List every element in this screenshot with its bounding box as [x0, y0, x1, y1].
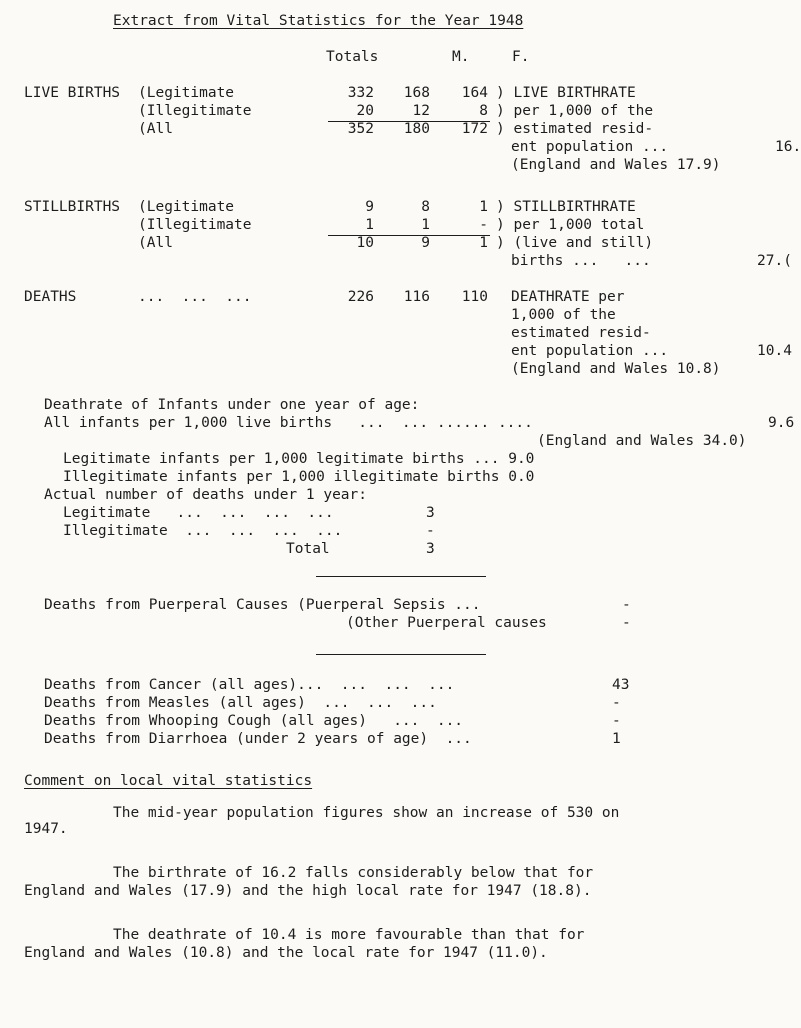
other-death-label: Deaths from Whooping Cough (all ages) ... ... [44, 713, 464, 729]
header-totals: Totals [326, 49, 379, 65]
rate-text: DEATHRATE per [511, 289, 625, 305]
puerperal-line: (Other Puerperal causes [346, 615, 547, 631]
rate-value: 10.4 [757, 343, 792, 359]
header-female: F. [512, 49, 530, 65]
infants-all-line: All infants per 1,000 live births ... ... ...... .... [44, 415, 533, 431]
cell-total: 9 [365, 199, 374, 215]
infants-total-label: Total [286, 541, 330, 557]
other-death-label: Deaths from Diarrhoea (under 2 years of age) ... [44, 731, 472, 747]
comment-text: 1947. [24, 821, 68, 837]
infants-legit-line: Legitimate infants per 1,000 legitimate births ... 9.0 [63, 451, 535, 467]
infants-heading: Deathrate of Infants under one year of age: [44, 397, 420, 413]
cell-female: 1 [479, 235, 488, 251]
infants-illegit-count: - [426, 523, 435, 539]
cell-total: 10 [356, 235, 374, 251]
rate-text: ent population ... [511, 139, 669, 155]
row-label: (Legitimate [138, 85, 235, 101]
infants-england-line: (England and Wales 34.0) [537, 433, 747, 449]
rate-text: ) STILLBIRTHRATE [496, 199, 636, 215]
other-death-value: 43 [612, 677, 630, 693]
live-births-label: LIVE BIRTHS [24, 85, 121, 101]
section-divider [316, 654, 486, 655]
comment-text: The mid-year population figures show an increase of 530 on [113, 805, 620, 821]
infants-illegit-line: Illegitimate infants per 1,000 illegitimate births 0.0 [63, 469, 535, 485]
cell-total: 332 [347, 85, 374, 101]
cell-total: 20 [356, 103, 374, 119]
infants-legit-count: 3 [426, 505, 435, 521]
rate-text: ) LIVE BIRTHRATE [496, 85, 636, 101]
other-death-value: - [612, 695, 621, 711]
rate-text: ent population ... [511, 343, 669, 359]
rate-text: ) (live and still) [496, 235, 654, 251]
rate-value: 27.( [757, 253, 792, 269]
row-label: (All [138, 235, 173, 251]
row-label: (Illegitimate [138, 103, 252, 119]
row-label: (Legitimate [138, 199, 235, 215]
cell-female: 8 [479, 103, 488, 119]
cell-female: 164 [461, 85, 488, 101]
infants-actual-line: Actual number of deaths under 1 year: [44, 487, 368, 503]
cell-total: 352 [347, 121, 374, 137]
other-death-label: Deaths from Measles (all ages) ... ... ... [44, 695, 437, 711]
rate-text: (England and Wales 17.9) [511, 157, 721, 173]
cell-male: 9 [421, 235, 430, 251]
comment-text: England and Wales (10.8) and the local rate for 1947 (11.0). [24, 945, 548, 961]
infants-all-value: 9.6 [768, 415, 795, 431]
puerperal-value: - [622, 597, 631, 613]
cell-male: 12 [412, 103, 430, 119]
cell-male: 1 [421, 217, 430, 233]
cell-total: 1 [365, 217, 374, 233]
cell-female: 1 [479, 199, 488, 215]
rate-text: 1,000 of the [511, 307, 616, 323]
cell-male: 8 [421, 199, 430, 215]
infants-illegit-count-label: Illegitimate ... ... ... ... [63, 523, 343, 539]
comment-text: England and Wales (17.9) and the high local rate for 1947 (18.8). [24, 883, 592, 899]
rate-text: estimated resid- [511, 325, 651, 341]
rate-value: 16. [775, 139, 801, 155]
comment-heading: Comment on local vital statistics [24, 773, 313, 789]
row-label: (Illegitimate [138, 217, 252, 233]
deaths-label: DEATHS [24, 289, 77, 305]
rate-text: ) per 1,000 of the [496, 103, 654, 119]
infants-legit-count-label: Legitimate ... ... ... ... [63, 505, 334, 521]
rate-text: ) estimated resid- [496, 121, 654, 137]
cell-female: 110 [461, 289, 488, 305]
infants-total-count: 3 [426, 541, 435, 557]
cell-total: 226 [347, 289, 374, 305]
cell-female: 172 [461, 121, 488, 137]
other-death-label: Deaths from Cancer (all ages)... ... ... ... [44, 677, 455, 693]
header-male: M. [452, 49, 470, 65]
other-death-value: 1 [612, 731, 621, 747]
comment-text: The birthrate of 16.2 falls considerably below that for [113, 865, 594, 881]
rate-text: ) per 1,000 total [496, 217, 645, 233]
row-label: (All [138, 121, 173, 137]
puerperal-line: Deaths from Puerperal Causes (Puerperal Sepsis ... [44, 597, 481, 613]
stillbirths-label: STILLBIRTHS [24, 199, 121, 215]
cell-female: - [479, 217, 488, 233]
cell-male: 180 [403, 121, 430, 137]
section-divider [316, 576, 486, 577]
cell-male: 168 [403, 85, 430, 101]
other-death-value: - [612, 713, 621, 729]
page-title: Extract from Vital Statistics for the Year 1948 [113, 13, 524, 29]
rate-text: births ... ... [511, 253, 651, 269]
cell-male: 116 [403, 289, 430, 305]
comment-text: The deathrate of 10.4 is more favourable than that for [113, 927, 585, 943]
puerperal-value: - [622, 615, 631, 631]
rate-text: (England and Wales 10.8) [511, 361, 721, 377]
leader-dots: ... ... ... [138, 289, 252, 305]
